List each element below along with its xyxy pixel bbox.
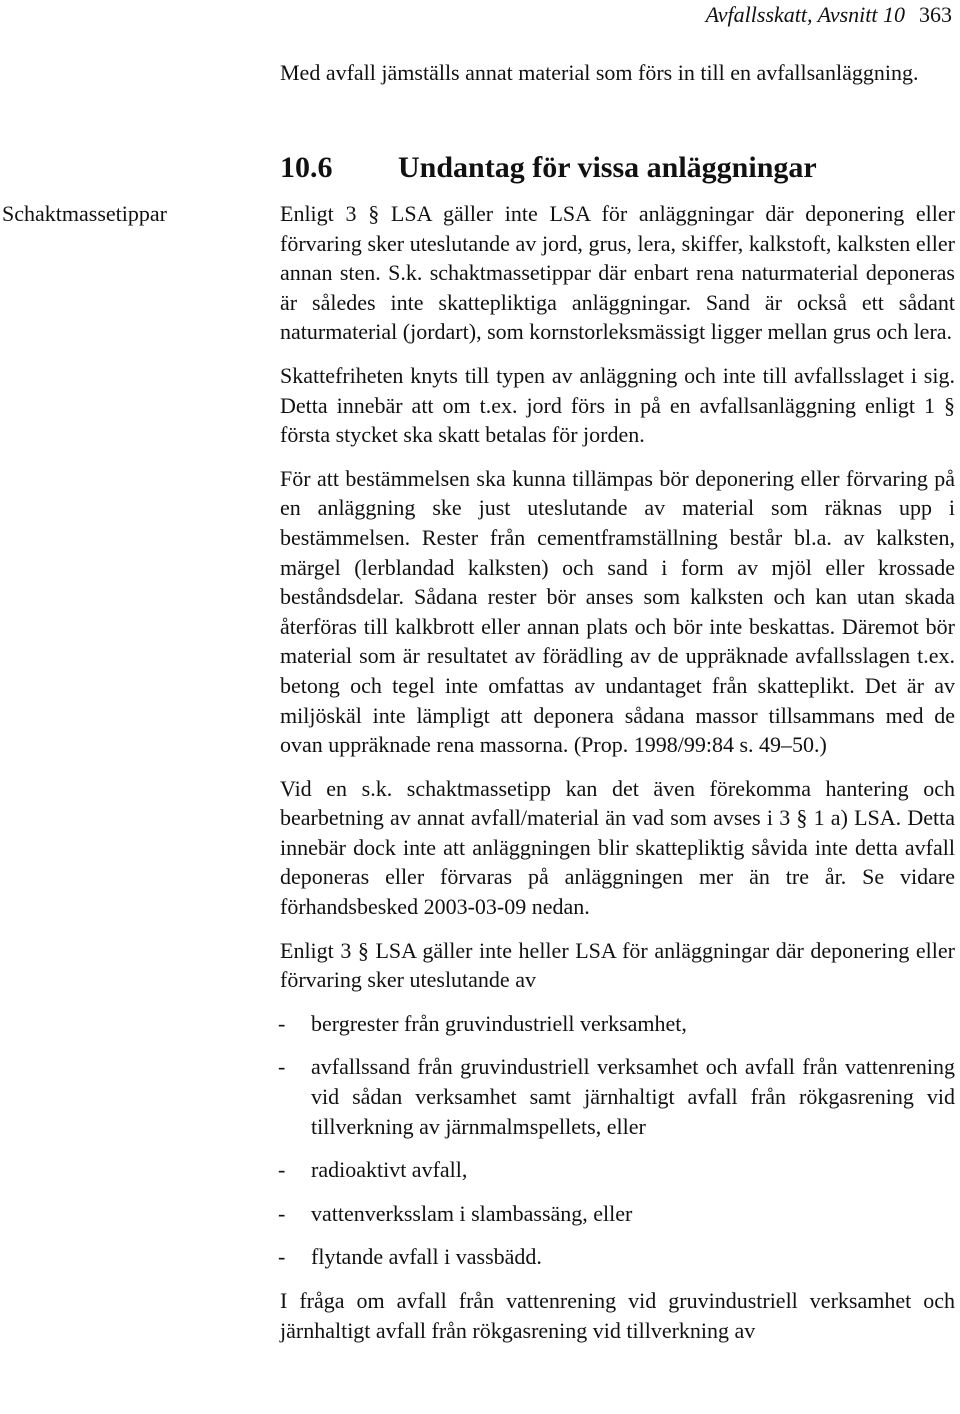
section-title: Undantag för vissa anläggningar — [398, 151, 817, 184]
section-heading — [280, 150, 817, 186]
paragraph: Skattefriheten knyts till typen av anläggning och inte till avfallsslaget i sig. Detta innebär att om t.ex. jord förs in på en avfallsanläggning enligt 1 § första stycket ska skatt betalas för jorden. — [280, 362, 955, 448]
paragraph: För att bestämmelsen ska kunna tillämpas bör deponering eller förvaring på en anläggning ske just uteslutande av material som räknas upp i bestämmelsen. Rester från cementframställning består bl.a. av kalksten, märgel (lerblandad kalksten) och sand i form av mjöl eller krossade beståndsdelar. Sådana rester bör anses som kalksten och kan utan skada återföras till kalkbrott eller annan plats och bör inte beskattas. Däremot bör material som är resultatet av förädling av de uppräknade avfallsslagen t.ex. betong och tegel inte omfattas av undantaget från skatteplikt. Det är av miljöskäl inte lämpligt att deponera sådana massor tillsammans med de ovan uppräknade rena massorna. (Prop. 1998/99:84 s. 49–50.) — [280, 465, 955, 758]
list-item-text: radioaktivt avfall, — [311, 1157, 468, 1183]
list-item-text: avfallssand från gruvindustriell verksamhet och avfall från vattenrening vid sådan verksamhet samt järnhaltigt avfall från rökgasrening vid tillverkning av järnmalmspellets, eller — [311, 1054, 955, 1139]
list-dash: - — [278, 1200, 286, 1226]
list-item-text: flytande avfall i vassbädd. — [311, 1244, 542, 1270]
paragraph: Vid en s.k. schaktmassetipp kan det även förekomma hantering och bearbetning av annat avfall/material än vad som avses i 3 § 1 a) LSA. Detta innebär dock inte att anläggningen blir skattepliktig såvida inte detta avfall deponeras eller förvaras på anläggningen mer än tre år. Se vidare förhandsbesked 2003-03-09 nedan. — [280, 775, 955, 920]
list-item — [278, 1155, 955, 1185]
closing-paragraph: I fråga om avfall från vattenrening vid gruvindustriell verksamhet och järnhaltigt avfall från rökgasrening vid tillverkning av — [280, 1288, 955, 1343]
paragraph: Enligt 3 § LSA gäller inte LSA för anläggningar där deponering eller förvaring sker uteslutande av jord, grus, lera, skiffer, kalkstoft, kalksten eller annan sten. S.k. schaktmassetippar där enbart rena naturmaterial deponeras är således inte skattepliktiga anläggningar. Sand är också ett sådant naturmaterial (jordart), som kornstorleksmässigt ligger mellan grus och lera. — [280, 201, 955, 345]
list-dash: - — [278, 1010, 286, 1036]
margin-note: Schaktmassetippar — [2, 201, 167, 226]
list-dash: - — [278, 1244, 286, 1270]
list-item — [278, 1199, 955, 1229]
body-column — [280, 199, 955, 1359]
page-number: 363 — [919, 2, 952, 27]
running-header — [706, 1, 952, 29]
list-dash: - — [278, 1054, 286, 1080]
running-title: Avfallsskatt, Avsnitt 10 — [705, 2, 905, 27]
list-item-text: vattenverksslam i slambassäng, eller — [311, 1200, 633, 1226]
list-item — [278, 1052, 955, 1141]
list-item — [278, 1009, 955, 1039]
exemption-list — [280, 1009, 955, 1272]
intro-paragraph: Med avfall jämställs annat material som förs in till en avfallsanläggning. — [280, 60, 919, 85]
list-item-text: bergrester från gruvindustriell verksamhet, — [311, 1010, 687, 1036]
list-dash: - — [278, 1157, 286, 1183]
list-item — [278, 1242, 955, 1272]
section-number: 10.6 — [280, 151, 333, 184]
paragraph: Enligt 3 § LSA gäller inte heller LSA för anläggningar där deponering eller förvaring sker uteslutande av — [280, 937, 955, 993]
